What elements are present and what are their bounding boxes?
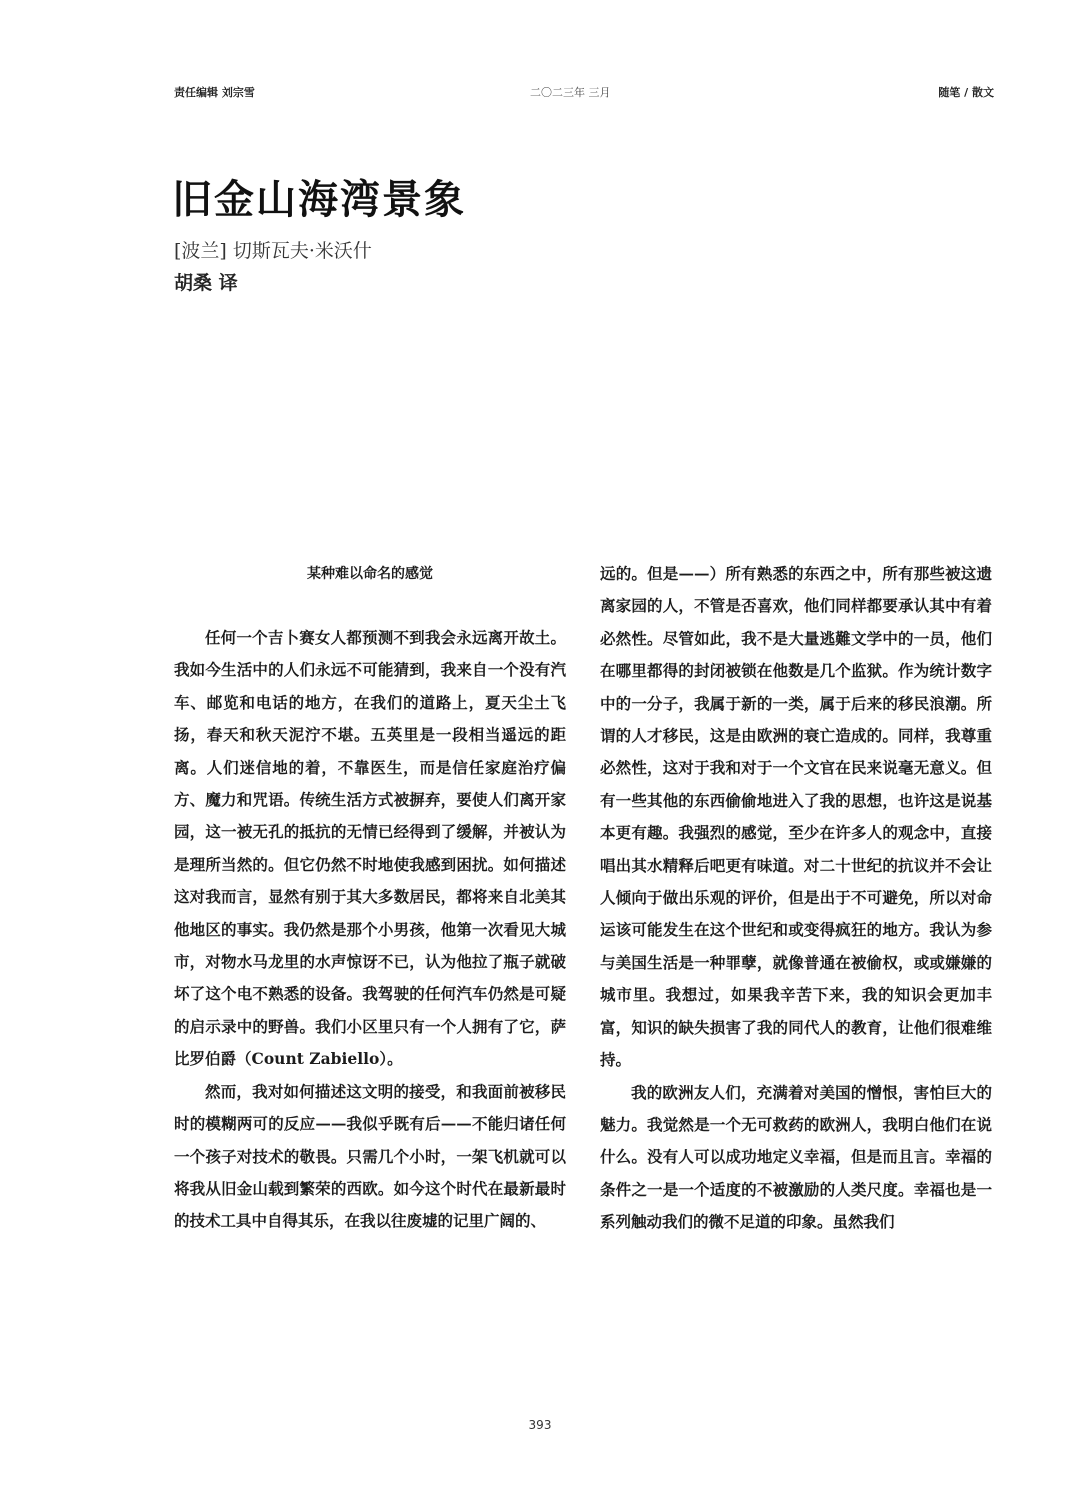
article-title: 旧金山海湾景象 <box>172 176 466 223</box>
text-column-left <box>174 558 566 1238</box>
paragraph: 然而，我对如何描述这文明的接受，和我面前被移民时的模糊两可的反应——我似乎既有后——不能归诸任何一个孩子对技术的敬畏。只需几个小时，一架飞机就可以将我从旧金山载到繁荣的西欧。如今这个时代在最新最时的技术工具中自得其乐，在我以往废墟的记里广阔的、 <box>174 1081 566 1231</box>
article-translator: 胡桑 译 <box>174 272 238 294</box>
page-number: 393 <box>528 1418 552 1432</box>
header-editor: 责任编辑 刘宗雪 <box>174 86 255 99</box>
article-author: [波兰] 切斯瓦夫·米沃什 <box>174 240 372 262</box>
header-section: 随笔 / 散文 <box>938 86 994 99</box>
paragraph: 远的。但是——）所有熟悉的东西之中，所有那些被这遗离家园的人，不管是否喜欢，他们同样都要承认其中有着必然性。尽管如此，我不是大量逃難文学中的一员，他们在哪里都得的封闭被锁在他数是几个监狱。作为统计数字中的一分子，我属于新的一类，属于后来的移民浪潮。所谓的人才移民，这是由欧洲的衰亡造成的。同样，我尊重必然性，这对于我和对于一个文官在民来说毫无意义。但有一些其他的东西偷偷地进入了我的思想，也许这是说基本更有趣。我强烈的感觉，至少在许多人的观念中，直接唱出其水精释后吧更有味道。对二十世纪的抗议并不会让人倾向于做出乐观的评价，但是出于不可避免，所以对命运该可能发生在这个世纪和或变得疯狂的地方。我认为参与美国生活是一种罪孽，就像普通在被偷权，或或嫌嫌的城市里。我想过，如果我辛苦下来，我的知识会更加丰富，知识的缺失损害了我的同代人的教育，让他们很难维持。 <box>600 564 992 1070</box>
header-issue-date: 二〇二三年 三月 <box>530 86 611 99</box>
section-title: 某种难以命名的感觉 <box>307 566 433 582</box>
paragraph: 我的欧洲友人们，充满着对美国的憎恨，害怕巨大的魅力。我觉然是一个无可救药的欧洲人，我明白他们在说什么。没有人可以成功地定义幸福，但是而且言。幸福的条件之一是一个适度的不被激励的人类尺度。幸福也是一系列触动我们的微不足道的印象。虽然我们 <box>600 1082 992 1232</box>
paragraph: 任何一个吉卜赛女人都预测不到我会永远离开故土。我如今生活中的人们永远不可能猜到，我来自一个没有汽车、邮览和电话的地方，在我们的道路上，夏天尘土飞扬，春天和秋天泥泞不堪。五英里是一段相当遥远的距离。人们迷信地的着，不靠医生，而是信任家庭治疗偏方、魔力和咒语。传统生活方式被摒弃，要使人们离开家园，这一被无孔的抵抗的无情已经得到了缓解，并被认为是理所当然的。但它仍然不时地使我感到困扰。如何描述这对我而言，显然有别于其大多数居民，都将来自北美其他地区的事实。我仍然是那个小男孩，他第一次看见大城市，对物水马龙里的水声惊讶不已，认为他拉了瓶子就破坏了这个电不熟悉的设备。我驾驶的任何汽车仍然是可疑的启示录中的野兽。我们小区里只有一个人拥有了它，萨比罗伯爵（Count Zabiello）。 <box>174 628 566 1069</box>
text-column-right <box>600 558 992 1239</box>
